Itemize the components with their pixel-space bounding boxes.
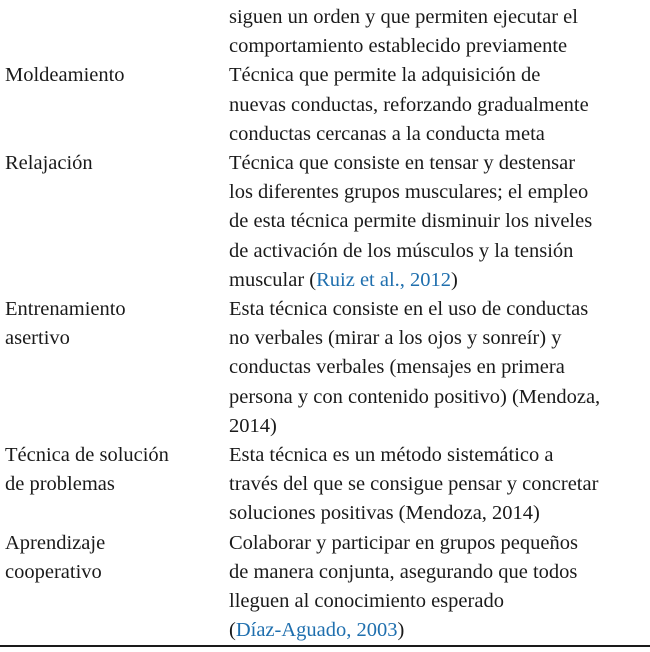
table-row [0, 295, 650, 441]
techniques-table [0, 3, 650, 645]
description-line: no verbales (mirar a los ojos y sonreír) y [229, 327, 562, 350]
term-line: Moldeamiento [5, 64, 125, 87]
description-line: Esta técnica consiste en el uso de conductas [229, 298, 589, 321]
description-line: nuevas conductas, reforzando gradualmente [229, 93, 589, 116]
description-line: siguen un orden y que permiten ejecutar el [229, 6, 578, 28]
technique-description [229, 529, 650, 646]
technique-term [0, 295, 229, 353]
term-line: cooperativo [5, 560, 102, 583]
technique-term [0, 149, 229, 178]
description-line [229, 616, 646, 645]
term-line: Aprendizaje [5, 531, 106, 554]
description-line: través del que se consigue pensar y concretar [229, 473, 599, 496]
description-line: los diferentes grupos musculares; el empleo [229, 181, 589, 204]
table-row [0, 529, 650, 646]
term-line: Técnica de solución [5, 444, 169, 467]
description-line: conductas cercanas a la conducta meta [229, 122, 545, 145]
description-line: lleguen al conocimiento esperado [229, 590, 504, 613]
citation-link[interactable]: Ruiz et al., 2012 [316, 268, 452, 291]
technique-description [229, 61, 650, 149]
description-line: soluciones positivas (Mendoza, 2014) [229, 502, 540, 525]
technique-description [229, 441, 650, 529]
description-line: de esta técnica permite disminuir los niveles [229, 210, 593, 233]
citation-link[interactable]: Díaz-Aguado, 2003 [235, 619, 398, 642]
description-line: de activación de los músculos y la tensión [229, 239, 574, 262]
description-line [229, 266, 646, 295]
description-line: Esta técnica es un método sistemático a [229, 444, 554, 467]
description-line: Colaborar y participar en grupos pequeños [229, 531, 578, 554]
text-segment: ) [397, 619, 405, 642]
description-line: conductas verbales (mensajes en primera [229, 356, 565, 379]
text-segment: ) [451, 268, 458, 291]
table-row [0, 149, 650, 295]
table-row [0, 61, 650, 149]
description-line: Técnica que consiste en tensar y destensar [229, 152, 576, 175]
description-line: persona y con contenido positivo) (Mendoza, [229, 385, 601, 408]
table-bottom-rule [0, 645, 650, 647]
description-line: 2014) [229, 414, 277, 437]
technique-term [0, 441, 229, 499]
technique-description [229, 295, 650, 441]
text-segment: muscular ( [229, 268, 317, 291]
text-segment: ( [229, 619, 236, 642]
table-row [0, 3, 650, 61]
technique-description [229, 149, 650, 295]
term-line: Entrenamiento [5, 298, 126, 321]
term-line: de problemas [5, 473, 115, 496]
technique-term [0, 61, 229, 90]
description-line: Técnica que permite la adquisición de [229, 64, 541, 87]
technique-description [229, 3, 650, 61]
term-line: Relajación [5, 152, 93, 175]
description-line: de manera conjunta, asegurando que todos [229, 560, 578, 583]
technique-term [0, 529, 229, 587]
table-row [0, 441, 650, 529]
description-line: comportamiento establecido previamente [229, 35, 568, 58]
term-line: asertivo [5, 327, 70, 350]
